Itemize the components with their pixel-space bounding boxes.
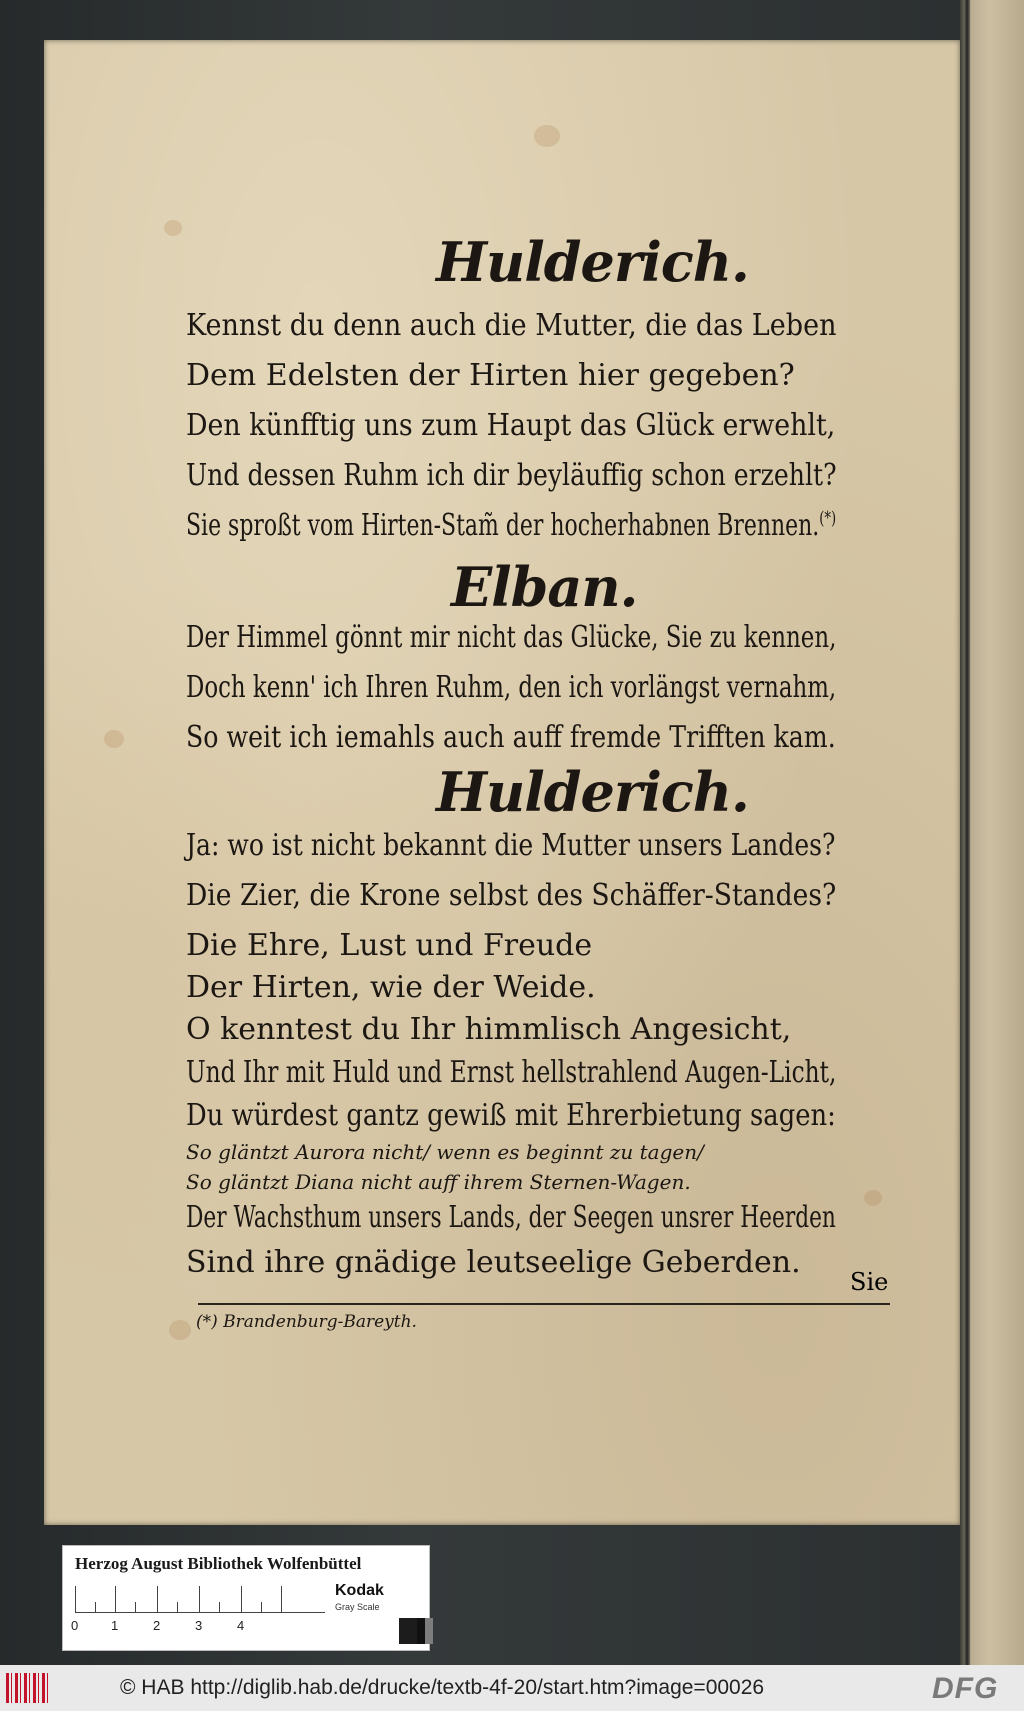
next-page-edge (960, 0, 1024, 1665)
foxing-spot (164, 220, 182, 236)
kodak-gray-scale (333, 1582, 425, 1626)
scale-number: 4 (237, 1618, 245, 1633)
verse-text: Sie sproßt vom Hirten-Stam̃ der hocherhabnen Brennen. (186, 508, 820, 543)
scale-tick (157, 1586, 158, 1612)
measure-scale (75, 1586, 325, 1613)
catchword: Sie (850, 1268, 889, 1296)
foxing-spot (169, 1320, 191, 1340)
scale-number: 1 (111, 1618, 119, 1633)
footnote-marker: (*) (819, 508, 837, 529)
gray-patch (425, 1618, 433, 1644)
dfg-logo: DFG (932, 1672, 999, 1705)
scale-tick (95, 1602, 96, 1612)
foxing-spot (864, 1190, 882, 1206)
footnote: (*) Brandenburg-Bareyth. (196, 1312, 417, 1332)
verse-line: Ja: wo ist nicht bekannt die Mutter unsers Landes? (186, 828, 836, 863)
scale-tick (241, 1586, 242, 1612)
verse-line: Und dessen Ruhm ich dir beyläuffig schon erzehlt? (186, 458, 837, 493)
verse-line: So gläntzt Diana nicht auff ihrem Sternen-Wagen. (186, 1170, 691, 1194)
library-card (62, 1545, 430, 1651)
scale-tick (115, 1586, 116, 1612)
gray-patch (417, 1618, 425, 1644)
credit-url[interactable]: © HAB http://diglib.hab.de/drucke/textb-4f-20/start.htm?image=00026 (120, 1676, 765, 1699)
scale-number: 2 (153, 1618, 161, 1633)
scale-tick (219, 1602, 220, 1612)
verse-line: So weit ich iemahls auch auff fremde Trifften kam. (186, 720, 836, 755)
speaker-heading: Hulderich. (436, 230, 749, 294)
verse-line: Kennst du denn auch die Mutter, die das Leben (186, 308, 837, 343)
verse-line: Und Ihr mit Huld und Ernst hellstrahlend Augen-Licht, (186, 1055, 837, 1090)
verse-line: Der Hirten, wie der Weide. (186, 970, 596, 1005)
verse-line: Die Zier, die Krone selbst des Schäffer-Standes? (186, 878, 837, 913)
verse-line: Sind ihre gnädige leutseelige Geberden. (186, 1245, 801, 1280)
verse-line: Der Wachsthum unsers Lands, der Seegen unsrer Heerden (186, 1200, 836, 1235)
scale-number: 3 (195, 1618, 203, 1633)
scale-tick (199, 1586, 200, 1612)
foxing-spot (104, 730, 124, 748)
footnote-rule (198, 1303, 890, 1305)
verse-line: Den künfftig uns zum Haupt das Glück erwehlt, (186, 408, 836, 443)
verse-line: O kenntest du Ihr himmlisch Angesicht, (186, 1012, 792, 1047)
foxing-spot (534, 125, 560, 147)
kodak-sub-label: Gray Scale (335, 1602, 380, 1612)
scale-tick (261, 1602, 262, 1612)
scale-tick (281, 1586, 282, 1612)
barcode-icon (6, 1673, 48, 1703)
verse-line: Die Ehre, Lust und Freude (186, 928, 593, 963)
scale-number: 0 (71, 1618, 79, 1633)
verse-line: Dem Edelsten der Hirten hier gegeben? (186, 358, 795, 393)
verse-line: Doch kenn' ich Ihren Ruhm, den ich vorlängst vernahm, (186, 670, 837, 705)
verse-line: Du würdest gantz gewiß mit Ehrerbietung sagen: (186, 1098, 836, 1133)
footer-bar (0, 1665, 1024, 1711)
verse-line: Der Himmel gönnt mir nicht das Glücke, Sie zu kennen, (186, 620, 837, 655)
scale-tick (135, 1602, 136, 1612)
scale-tick (75, 1586, 76, 1612)
speaker-heading: Elban. (451, 555, 638, 619)
gray-patch (399, 1618, 417, 1644)
scale-tick (177, 1602, 178, 1612)
verse-line: So gläntzt Aurora nicht/ wenn es beginnt zu tagen/ (186, 1140, 704, 1164)
kodak-label: Kodak (335, 1582, 384, 1599)
speaker-heading: Hulderich. (436, 760, 749, 824)
verse-line (186, 508, 836, 543)
binding-gutter (964, 0, 970, 1665)
library-name: Herzog August Bibliothek Wolfenbüttel (75, 1554, 362, 1573)
